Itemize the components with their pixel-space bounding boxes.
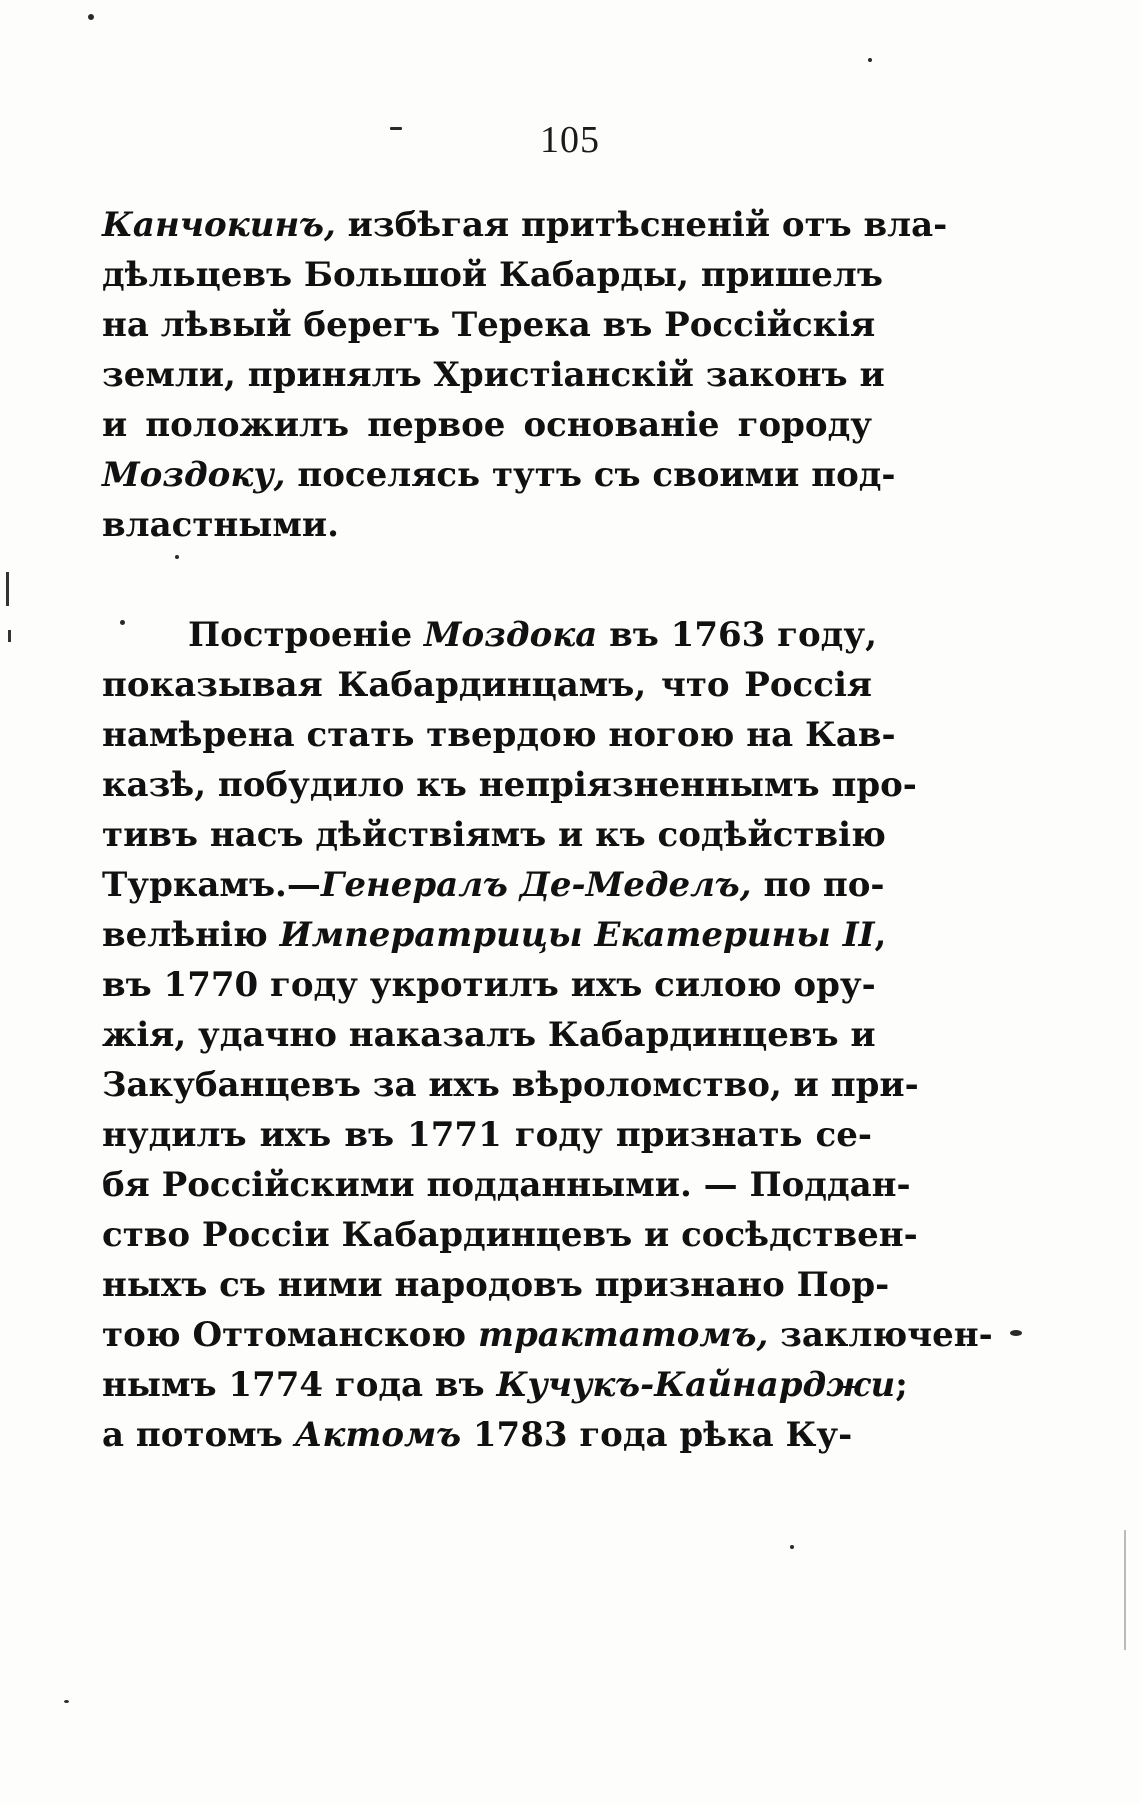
margin-mark bbox=[8, 630, 11, 642]
text-run: властными. bbox=[102, 505, 339, 545]
text-run: нудилъ ихъ въ 1771 году признать се- bbox=[102, 1115, 872, 1155]
text-run: заключен- bbox=[768, 1315, 993, 1355]
text-line bbox=[102, 1410, 872, 1460]
italic-run: Канчокинъ, bbox=[102, 205, 336, 245]
text-line bbox=[102, 350, 885, 400]
scan-speck bbox=[175, 555, 179, 559]
scan-speck bbox=[1010, 1330, 1022, 1336]
italic-run: Императрицы Екатерины II bbox=[279, 915, 875, 955]
text-run: Туркамъ.— bbox=[102, 865, 321, 905]
text-run: ; bbox=[895, 1365, 908, 1405]
text-line bbox=[102, 200, 948, 250]
text-line bbox=[102, 500, 872, 550]
text-run: Закубанцевъ за ихъ вѣроломство, и при- bbox=[102, 1065, 919, 1105]
text-line bbox=[102, 1110, 872, 1160]
text-line bbox=[102, 760, 917, 810]
italic-run: Генералъ Де-Меделъ, bbox=[320, 865, 752, 905]
text-run: велѣнію bbox=[102, 915, 280, 955]
italic-run: Актомъ bbox=[294, 1415, 462, 1455]
scan-speck bbox=[64, 1700, 69, 1703]
text-run: бя Россійскими подданными. — Поддан- bbox=[102, 1165, 911, 1205]
text-line bbox=[102, 300, 876, 350]
scan-speck bbox=[88, 14, 94, 20]
text-run: Построеніе bbox=[188, 615, 424, 655]
text-run: поселясь тутъ съ своими под- bbox=[285, 455, 896, 495]
text-line bbox=[102, 1260, 890, 1310]
text-line bbox=[102, 1210, 918, 1260]
text-line bbox=[102, 610, 877, 660]
text-run: показывая Кабардинцамъ, что Россія bbox=[102, 665, 872, 705]
margin-mark bbox=[1124, 1530, 1126, 1650]
italic-run: трактатомъ, bbox=[477, 1315, 769, 1355]
text-run: жія, удачно наказалъ Кабардинцевъ и bbox=[102, 1015, 876, 1055]
italic-run: Моздоку, bbox=[102, 455, 286, 495]
margin-mark bbox=[6, 572, 9, 606]
scan-speck bbox=[868, 58, 872, 62]
text-run: тою Оттоманскою bbox=[102, 1315, 478, 1355]
text-line bbox=[102, 250, 883, 300]
italic-run: Кучукъ-Кайнарджи bbox=[496, 1365, 896, 1405]
text-line bbox=[102, 1310, 993, 1360]
text-run: нымъ 1774 года въ bbox=[102, 1365, 497, 1405]
text-line bbox=[102, 810, 886, 860]
scan-speck bbox=[120, 620, 125, 625]
text-run: дѣльцевъ Большой Кабарды, пришелъ bbox=[102, 255, 883, 295]
text-run: казѣ, побудило къ непріязненнымъ про- bbox=[102, 765, 917, 805]
text-run: тивъ насъ дѣйствіямъ и къ содѣйствію bbox=[102, 815, 886, 855]
text-run: ныхъ съ ними народовъ признано Пор- bbox=[102, 1265, 890, 1305]
text-line bbox=[102, 910, 887, 960]
text-run: и положилъ первое основаніе городу bbox=[102, 405, 872, 445]
text-line bbox=[102, 1060, 919, 1110]
scan-speck bbox=[390, 127, 402, 130]
text-line bbox=[102, 1160, 911, 1210]
text-run: на лѣвый берегъ Терека въ Россійскія bbox=[102, 305, 876, 345]
text-run: въ 1763 году, bbox=[597, 615, 877, 655]
text-run: а потомъ bbox=[102, 1415, 295, 1455]
text-run: , bbox=[874, 915, 887, 955]
text-line bbox=[102, 710, 896, 760]
text-line bbox=[102, 960, 876, 1010]
text-line bbox=[102, 660, 872, 710]
text-run: по по- bbox=[751, 865, 885, 905]
text-line bbox=[102, 860, 885, 910]
italic-run: Моздока bbox=[423, 615, 598, 655]
text-run: избѣгая притѣсненій отъ вла- bbox=[335, 205, 948, 245]
text-run: намѣрена стать твердою ногою на Кав- bbox=[102, 715, 896, 755]
scan-speck bbox=[790, 1545, 794, 1549]
page-number: 105 bbox=[540, 119, 600, 161]
paragraph-1 bbox=[102, 200, 948, 550]
text-run: земли, принялъ Христіанскій законъ и bbox=[102, 355, 885, 395]
text-run: въ 1770 году укротилъ ихъ силою ору- bbox=[102, 965, 876, 1005]
text-run: 1783 года рѣка Ку- bbox=[461, 1415, 853, 1455]
text-run: ство Россіи Кабардинцевъ и сосѣдствен- bbox=[102, 1215, 918, 1255]
text-line bbox=[102, 400, 872, 450]
paragraph-2 bbox=[102, 610, 993, 1460]
text-line bbox=[102, 450, 896, 500]
text-line bbox=[102, 1360, 908, 1410]
text-line bbox=[102, 1010, 876, 1060]
